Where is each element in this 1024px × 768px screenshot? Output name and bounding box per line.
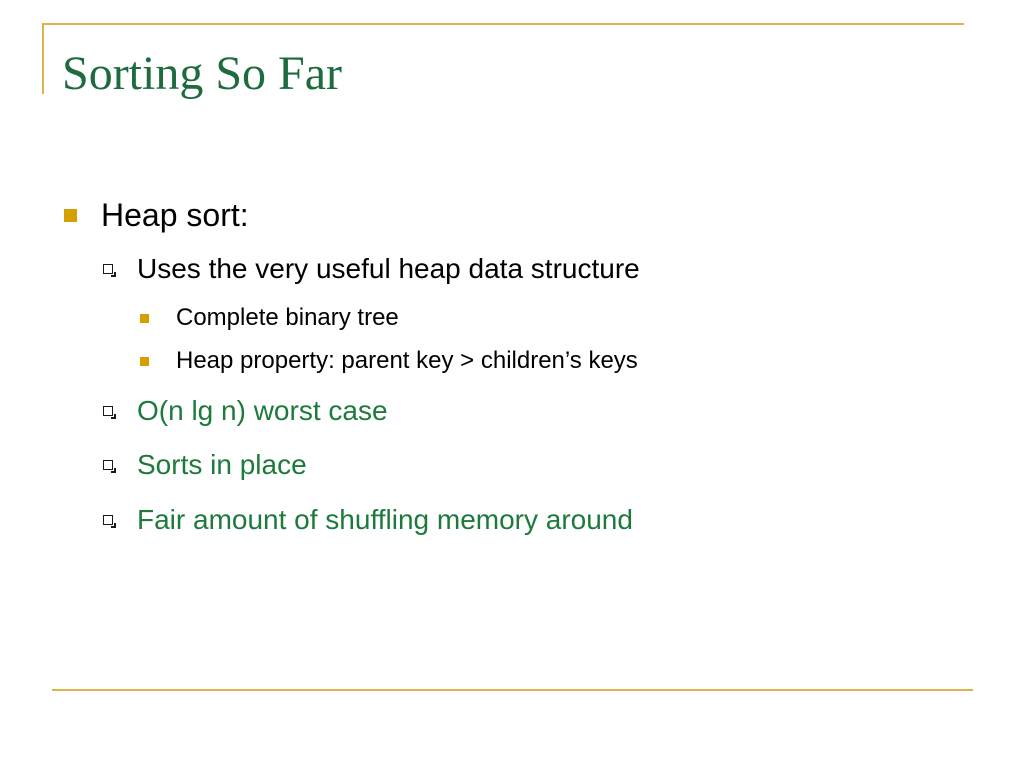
hollow-square-bullet-icon xyxy=(103,460,113,470)
square-bullet-icon xyxy=(140,357,149,366)
bullet-text: Uses the very useful heap data structure xyxy=(137,253,640,284)
bullet-text: Heap property: parent key > children’s keys xyxy=(176,347,638,374)
left-rule xyxy=(42,23,44,94)
slide-title: Sorting So Far xyxy=(62,47,343,100)
top-rule xyxy=(42,23,964,25)
hollow-square-bullet-icon xyxy=(103,406,113,416)
bullet-text: Sorts in place xyxy=(137,449,307,480)
hollow-square-bullet-icon xyxy=(103,264,113,274)
bullet-text: Complete binary tree xyxy=(176,304,399,331)
bullet-text: Heap sort: xyxy=(101,197,249,233)
bottom-rule xyxy=(52,689,973,691)
bullet-text: Fair amount of shuffling memory around xyxy=(137,504,633,535)
hollow-square-bullet-icon xyxy=(103,515,113,525)
bullet-text: O(n lg n) worst case xyxy=(137,395,388,426)
square-bullet-icon xyxy=(64,209,77,222)
square-bullet-icon xyxy=(140,314,149,323)
